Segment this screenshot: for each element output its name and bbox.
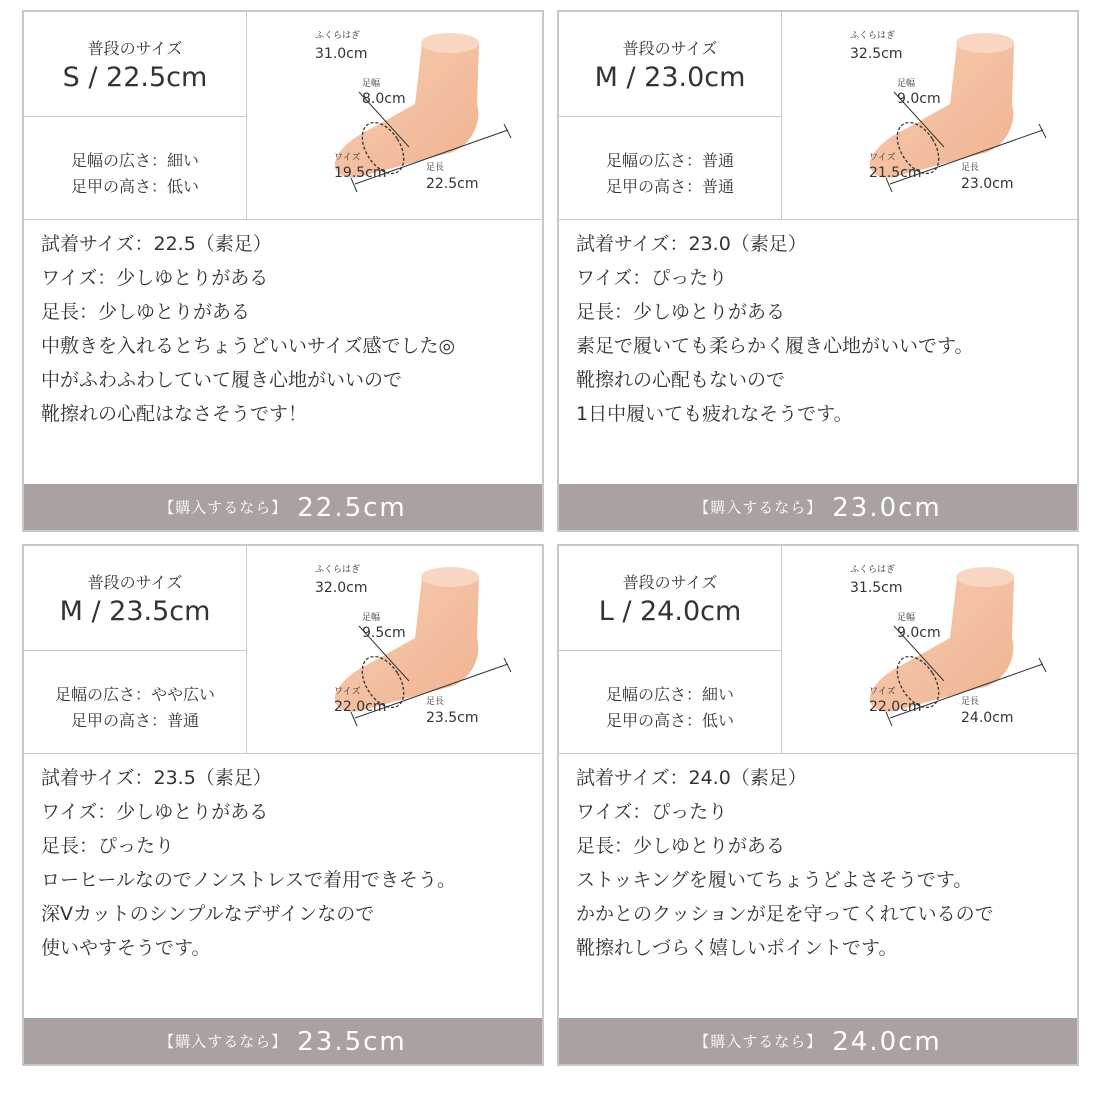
usual-size-value: M / 23.0cm (594, 62, 746, 93)
size-info (24, 12, 247, 219)
buy-label: 【購入するなら】 (694, 498, 823, 517)
length-label: 足長 (426, 697, 445, 707)
length-value: 22.5cm (426, 176, 479, 192)
length-label: 足長 (426, 163, 445, 173)
review-line: ワイズ：ぴったり (576, 801, 728, 823)
foot-feature-box (559, 117, 781, 219)
width-label: 足幅 (362, 79, 381, 89)
review-line: 足長：ぴったり (41, 835, 175, 857)
review-line: 足長：少しゆとりがある (576, 301, 786, 323)
usual-size-label: 普段のサイズ (87, 39, 183, 58)
wise-label: ワイズ (869, 153, 896, 163)
buy-size-bar (559, 1018, 1077, 1064)
foot-width-text: 足幅の広さ：やや広い (54, 685, 215, 704)
wise-label: ワイズ (869, 687, 896, 697)
instep-text: 足甲の高さ：低い (70, 177, 199, 196)
wise-value: 19.5cm (334, 165, 387, 181)
size-info (24, 546, 247, 753)
review-line: 靴擦れしづらく嬉しいポイントです。 (576, 937, 898, 959)
foot-illustration (782, 12, 1077, 219)
review-line: 試着サイズ：23.5（素足） (41, 767, 272, 789)
calf-label: ふくらはぎ (850, 565, 896, 575)
review-line: 試着サイズ：23.0（素足） (576, 233, 807, 255)
review-line: 中がふわふわしていて履き心地がいいので (41, 369, 403, 391)
buy-label: 【購入するなら】 (159, 498, 288, 517)
wise-label: ワイズ (334, 153, 361, 163)
width-value: 8.0cm (362, 91, 406, 107)
usual-size-box (559, 12, 781, 117)
review-line: ワイズ：少しゆとりがある (41, 801, 269, 823)
calf-top (421, 567, 479, 587)
review-text (41, 230, 536, 434)
wise-label: ワイズ (334, 687, 361, 697)
width-label: 足幅 (362, 613, 381, 623)
usual-size-label: 普段のサイズ (622, 573, 718, 592)
length-value: 23.0cm (961, 176, 1014, 192)
foot-width-text: 足幅の広さ：細い (70, 151, 199, 170)
review-text (576, 764, 1071, 968)
foot-illustration (247, 12, 542, 219)
review-line: 使いやすそうです。 (41, 937, 211, 959)
size-info (559, 12, 782, 219)
review-line: ローヒールなのでノンストレスで着用できそう。 (41, 869, 456, 891)
foot-measure-illustration (782, 546, 1077, 753)
foot-width-text: 足幅の広さ：細い (605, 685, 734, 704)
usual-size-box (24, 546, 246, 651)
foot-measure-illustration (247, 546, 542, 753)
review-line: 靴擦れの心配もないので (576, 369, 786, 391)
instep-text: 足甲の高さ：低い (605, 711, 734, 730)
width-value: 9.5cm (362, 625, 406, 641)
review-line: 中敷きを入れるとちょうどいいサイズ感でした◎ (41, 335, 456, 357)
buy-size-value: 22.5cm (297, 492, 407, 523)
calf-value: 32.0cm (315, 580, 368, 596)
card-header (559, 546, 1077, 754)
usual-size-label: 普段のサイズ (622, 39, 718, 58)
review-line: 試着サイズ：24.0（素足） (576, 767, 807, 789)
buy-size-value: 24.0cm (832, 1026, 942, 1057)
review-line: 深Vカットのシンプルなデザインなので (41, 903, 375, 925)
review-line: ワイズ：少しゆとりがある (41, 267, 269, 289)
foot-illustration (247, 546, 542, 753)
usual-size-label: 普段のサイズ (87, 573, 183, 592)
buy-size-bar (24, 484, 542, 530)
buy-label: 【購入するなら】 (694, 1032, 823, 1051)
review-line: 試着サイズ：22.5（素足） (41, 233, 272, 255)
wise-value: 22.0cm (334, 699, 387, 715)
width-value: 9.0cm (897, 91, 941, 107)
foot-measure-illustration (782, 12, 1077, 219)
size-card (22, 10, 544, 532)
wise-value: 22.0cm (869, 699, 922, 715)
usual-size-value: L / 24.0cm (598, 596, 742, 627)
review-line: ストッキングを履いてちょうどよさそうです。 (576, 869, 973, 891)
buy-size-value: 23.5cm (297, 1026, 407, 1057)
review-line: 1日中履いても疲れなそうです。 (576, 403, 853, 425)
buy-label: 【購入するなら】 (159, 1032, 288, 1051)
calf-value: 32.5cm (850, 46, 903, 62)
usual-size-value: S / 22.5cm (62, 62, 208, 93)
foot-illustration (782, 546, 1077, 753)
card-header (559, 12, 1077, 220)
buy-size-bar (559, 484, 1077, 530)
review-line: 足長：少しゆとりがある (576, 835, 786, 857)
buy-size-value: 23.0cm (832, 492, 942, 523)
size-card (22, 544, 544, 1066)
review-line: ワイズ：ぴったり (576, 267, 728, 289)
foot-measure-illustration (247, 12, 542, 219)
instep-text: 足甲の高さ：普通 (605, 177, 734, 196)
width-label: 足幅 (897, 79, 916, 89)
usual-size-box (24, 12, 246, 117)
width-label: 足幅 (897, 613, 916, 623)
calf-label: ふくらはぎ (315, 31, 361, 41)
calf-top (956, 33, 1014, 53)
instep-text: 足甲の高さ：普通 (70, 711, 199, 730)
length-label: 足長 (961, 697, 980, 707)
width-value: 9.0cm (897, 625, 941, 641)
size-card (557, 544, 1079, 1066)
calf-value: 31.5cm (850, 580, 903, 596)
size-card (557, 10, 1079, 532)
review-line: かかとのクッションが足を守ってくれているので (576, 903, 994, 925)
length-value: 24.0cm (961, 710, 1014, 726)
calf-top (421, 33, 479, 53)
calf-label: ふくらはぎ (315, 565, 361, 575)
review-line: 足長：少しゆとりがある (41, 301, 251, 323)
calf-top (956, 567, 1014, 587)
review-line: 靴擦れの心配はなさそうです！ (41, 403, 308, 425)
review-line: 素足で履いても柔らかく履き心地がいいです。 (576, 335, 974, 357)
card-header (24, 12, 542, 220)
foot-feature-box (559, 651, 781, 753)
calf-label: ふくらはぎ (850, 31, 896, 41)
length-label: 足長 (961, 163, 980, 173)
review-text (41, 764, 536, 968)
usual-size-box (559, 546, 781, 651)
usual-size-value: M / 23.5cm (59, 596, 211, 627)
length-value: 23.5cm (426, 710, 479, 726)
buy-size-bar (24, 1018, 542, 1064)
foot-feature-box (24, 651, 246, 753)
calf-value: 31.0cm (315, 46, 368, 62)
size-info (559, 546, 782, 753)
foot-feature-box (24, 117, 246, 219)
card-header (24, 546, 542, 754)
wise-value: 21.5cm (869, 165, 922, 181)
review-text (576, 230, 1071, 434)
foot-width-text: 足幅の広さ：普通 (605, 151, 734, 170)
